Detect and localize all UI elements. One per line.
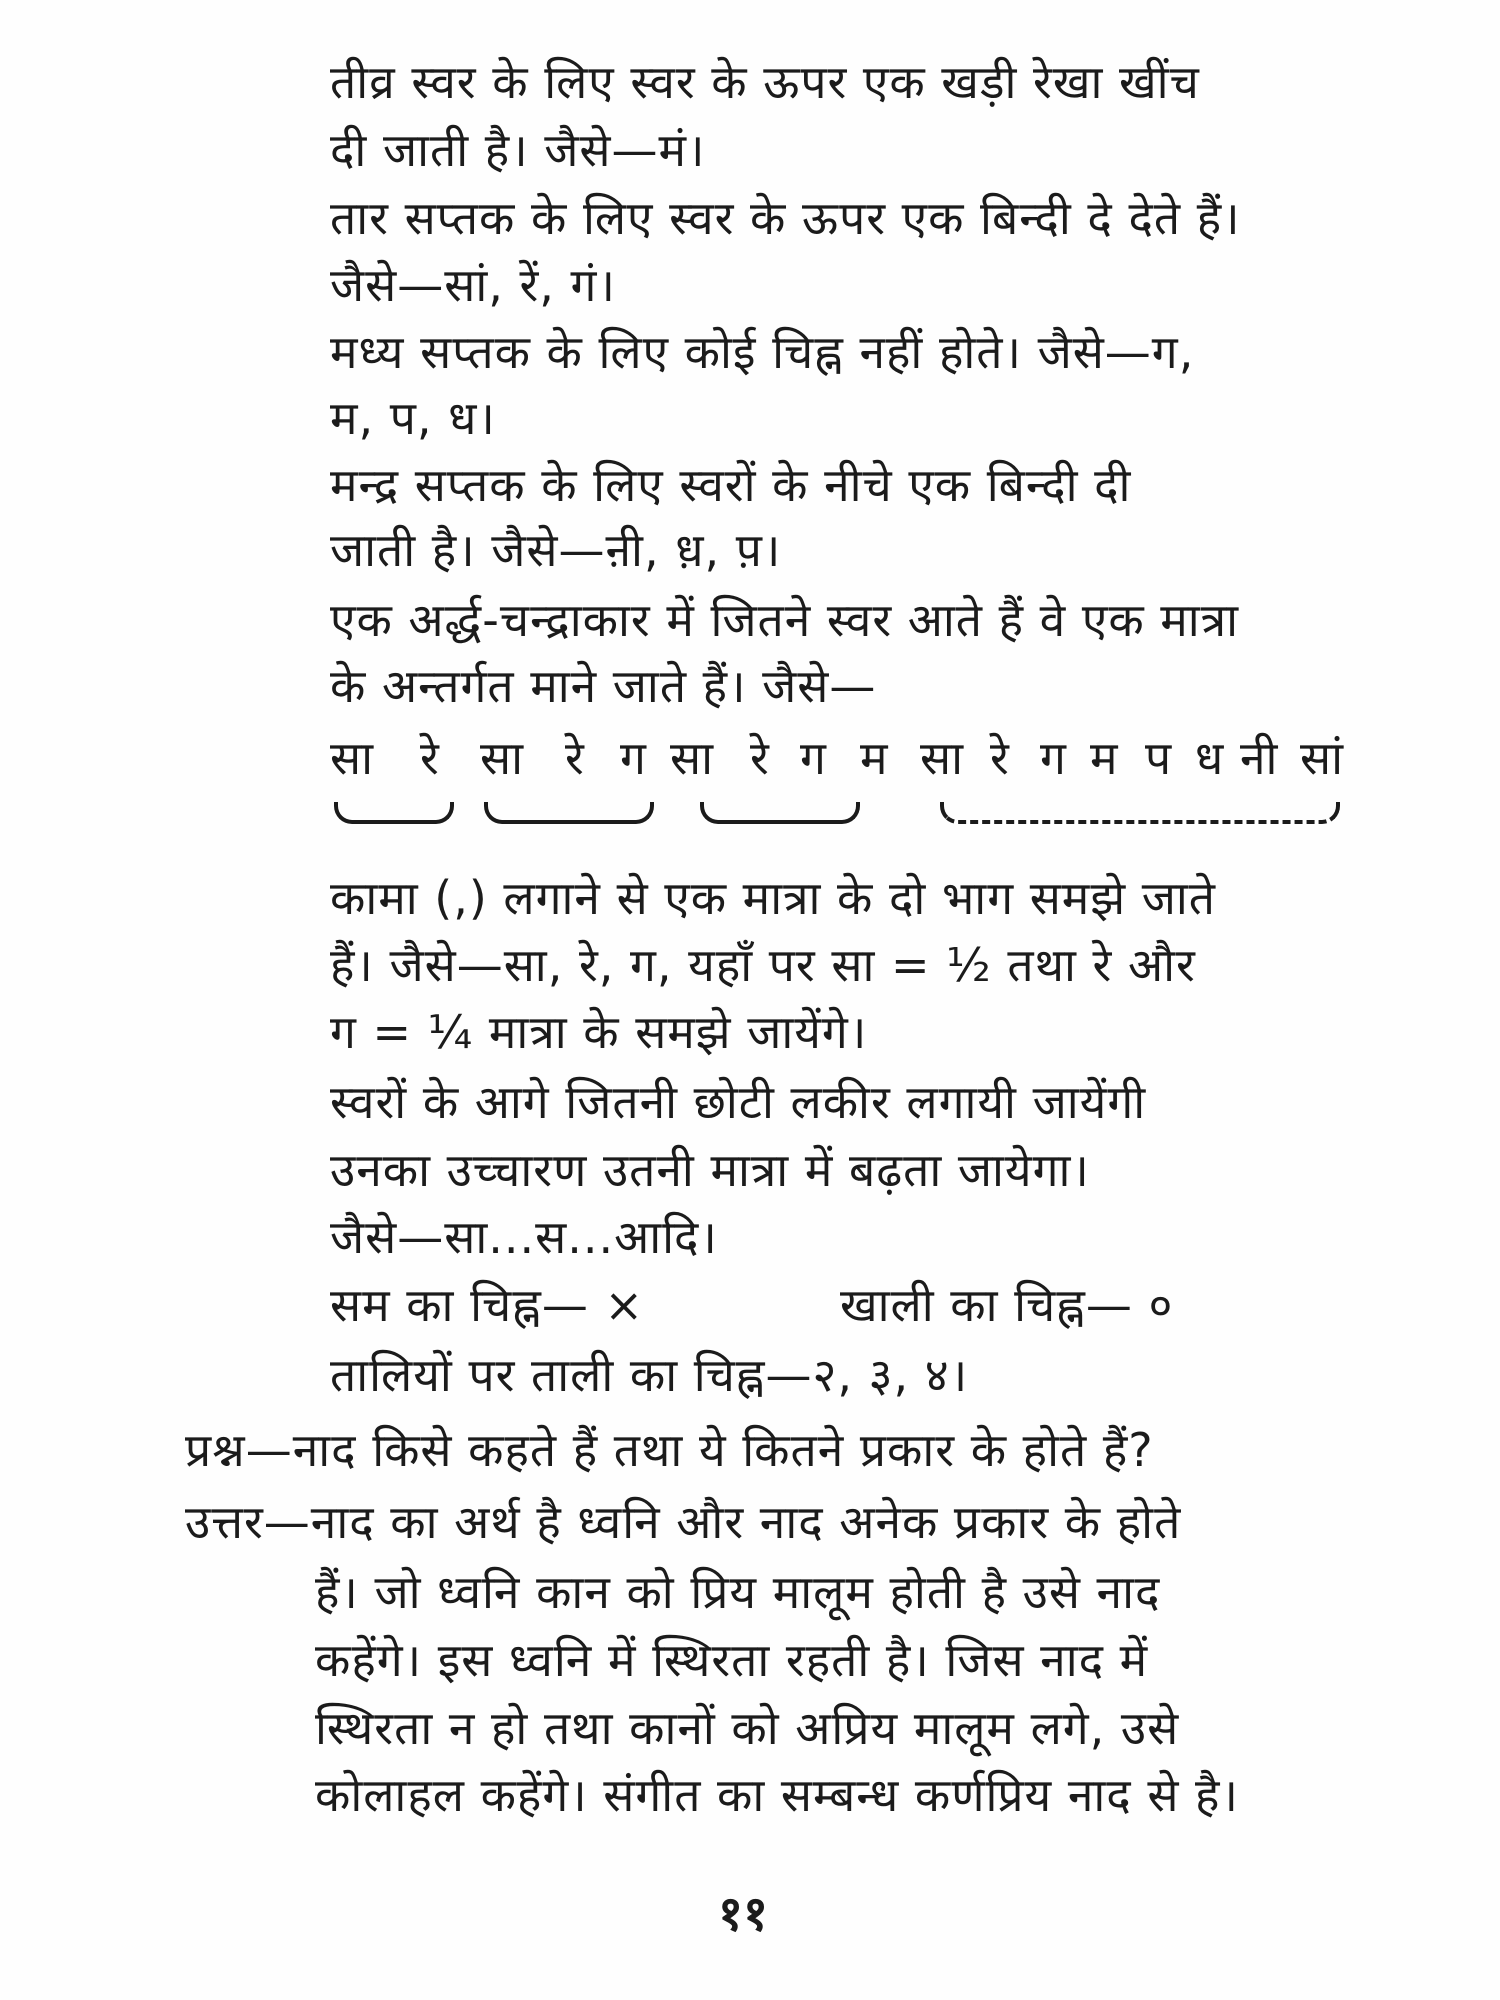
swara-note: ग	[620, 731, 646, 785]
swara-note: रे	[990, 731, 1009, 785]
swara-note: सा	[920, 731, 964, 785]
text-line-2: दी जाती है। जैसे—मं।	[330, 123, 706, 177]
text-line-3: तार सप्तक के लिए स्वर के ऊपर एक बिन्दी दे देते हैं।	[330, 191, 1241, 245]
swara-note: प	[1145, 731, 1172, 785]
swara-note: म	[1090, 731, 1118, 785]
swara-note: रे	[750, 731, 769, 785]
tali-symbol-text: तालियों पर ताली का चिह्न—२, ३, ४।	[330, 1348, 969, 1402]
half-moon-arc	[940, 802, 1340, 824]
half-moon-arc	[334, 802, 454, 824]
answer-line-5: कोलाहल कहेंगे। संगीत का सम्बन्ध कर्णप्रिय नाद से है।	[315, 1768, 1239, 1822]
text-line-7: मन्द्र सप्तक के लिए स्वरों के नीचे एक बिन्दी दी	[330, 458, 1132, 512]
answer-line-2: हैं। जो ध्वनि कान को प्रिय मालूम होती है उसे नाद	[315, 1565, 1161, 1619]
text-line-16: जैसे—सा...स...आदि।	[330, 1210, 718, 1264]
swara-note: ग	[1040, 731, 1066, 785]
swara-note: नी	[1240, 731, 1278, 785]
swara-note: म	[860, 731, 888, 785]
swara-note: सा	[330, 731, 374, 785]
answer-line-1: उत्तर—नाद का अर्थ है ध्वनि और नाद अनेक प्रकार के होते	[185, 1495, 1182, 1549]
text-line-15: उनका उच्चारण उतनी मात्रा में बढ़ता जायेगा।	[330, 1143, 1090, 1197]
text-line-8: जाती है। जैसे—ऩी, ध़, प़।	[330, 523, 782, 577]
text-line-11: कामा (,) लगाने से एक मात्रा के दो भाग समझे जाते	[330, 871, 1216, 925]
text-line-10: के अन्तर्गत माने जाते हैं। जैसे—	[330, 659, 877, 713]
text-line-14: स्वरों के आगे जितनी छोटी लकीर लगायी जायेंगी	[330, 1075, 1147, 1129]
page-number: ११	[718, 1886, 768, 1942]
text-line-1: तीव्र स्वर के लिए स्वर के ऊपर एक खड़ी रेखा खींच	[330, 55, 1200, 109]
answer-line-4: स्थिरता न हो तथा कानों को अप्रिय मालूम लगे, उसे	[315, 1701, 1180, 1755]
swara-note: रे	[420, 731, 439, 785]
text-line-4: जैसे—सां, रें, गं।	[330, 258, 616, 312]
swara-groups-example	[330, 728, 1350, 838]
text-line-5: मध्य सप्तक के लिए कोई चिह्न नहीं होते। जैसे—ग,	[330, 325, 1195, 379]
half-moon-arc	[700, 802, 860, 824]
swara-note: सा	[480, 731, 524, 785]
swara-note: ग	[800, 731, 826, 785]
text-line-12: हैं। जैसे—सा, रे, ग, यहाँ पर सा = ½ तथा रे और	[330, 938, 1196, 992]
swara-note: रे	[565, 731, 584, 785]
text-line-9: एक अर्द्ध-चन्द्राकार में जितने स्वर आते हैं वे एक मात्रा	[330, 593, 1239, 647]
answer-line-3: कहेंगे। इस ध्वनि में स्थिरता रहती है। जिस नाद में	[315, 1633, 1149, 1687]
swara-note: सा	[670, 731, 714, 785]
half-moon-arc	[484, 802, 654, 824]
swara-note: सां	[1300, 731, 1344, 785]
khali-symbol-text: खाली का चिह्न— ०	[840, 1278, 1174, 1332]
text-line-6: म, प, ध।	[330, 391, 496, 445]
text-line-13: ग = ¼ मात्रा के समझे जायेंगे।	[330, 1005, 868, 1059]
question-line: प्रश्न—नाद किसे कहते हैं तथा ये कितने प्रकार के होते हैं?	[185, 1423, 1154, 1477]
sam-symbol-text: सम का चिह्न— ×	[330, 1278, 644, 1332]
swara-note: ध	[1195, 731, 1224, 785]
